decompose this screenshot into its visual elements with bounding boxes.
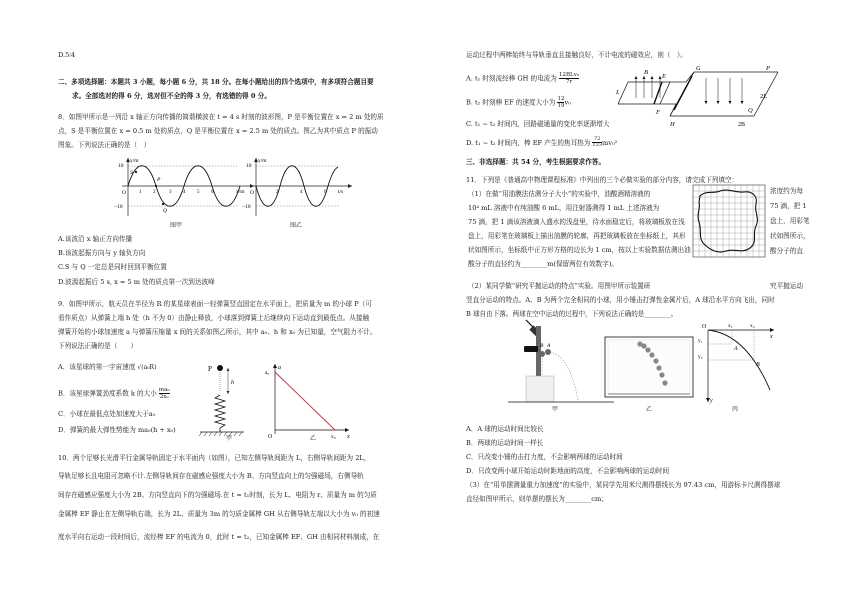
q11-2-option-d: D．只改变两小球开始运动时距地面的高度，不会影响两球的运动时间 bbox=[466, 467, 670, 475]
q11-1-line4: 盘上，用彩笔在玻璃板上描出油膜的轮廓，再把玻璃板放在坐标纸上，其形 bbox=[468, 232, 686, 240]
rails-figure bbox=[614, 64, 804, 134]
svg-text:a: a bbox=[278, 365, 281, 371]
svg-text:P: P bbox=[208, 365, 212, 373]
q11-side-3: 盘上，用彩笔 bbox=[770, 217, 810, 225]
q9-option-c: C．小球在最低点处加速度大于a₀ bbox=[58, 410, 156, 418]
q11-3-line1: （3）在“用单摆测量重力加速度”的实验中，某同学先用米尺测得摆线长为 97.43 cm，用游标卡尺测得摆球 bbox=[466, 481, 781, 489]
svg-text:6: 6 bbox=[324, 190, 327, 195]
q9-option-d: D．弹簧的最大弹性势能为 ma₀(h + x₀) bbox=[58, 426, 176, 434]
wave-figure-yi bbox=[236, 154, 356, 220]
svg-text:F: F bbox=[656, 109, 660, 116]
svg-text:10: 10 bbox=[246, 163, 252, 169]
svg-text:x₁: x₁ bbox=[728, 323, 733, 329]
oil-film-grid bbox=[692, 184, 766, 258]
svg-text:y/m: y/m bbox=[130, 158, 139, 164]
svg-text:G: G bbox=[696, 65, 701, 72]
q11-side-2: 75 滴，把 1 bbox=[770, 202, 807, 210]
q9-option-a: A．该星球的第一宇宙速度 √(a₀R) bbox=[58, 363, 157, 371]
svg-text:−10: −10 bbox=[114, 204, 123, 210]
q10-stem-2: 导轨足够长且电阻可忽略不计.左侧导轨间存在磁感应强度大小为 B、方向竖直向上的匀强磁场，右侧导轨 bbox=[58, 472, 364, 480]
svg-text:1: 1 bbox=[139, 190, 142, 195]
section-2-title-2: 求。全部选对的得 6 分，选对但不全的得 3 分，有选错的得 0 分。 bbox=[72, 92, 271, 100]
svg-text:2B: 2B bbox=[738, 122, 746, 128]
q9-stem-2: 看作质点）从弹簧上端 h 处（h 不为 0）由静止释放，小球落到弹簧上后继续向下运动直到最低点。从接触 bbox=[58, 314, 370, 322]
q8-stem-2: 点，S 是平衡位置在 x = 0.5 m 处的质点，Q 是平衡位置在 x = 2.5 m 处的质点。图乙为其中质点 P 的振动 bbox=[58, 127, 378, 135]
q10-stem-cont: 运动过程中两棒始终与导轨垂直且接触良好，不计电流的磁效应，则（ ）。 bbox=[466, 51, 687, 59]
svg-text:t/s: t/s bbox=[338, 189, 344, 195]
svg-text:L: L bbox=[616, 89, 620, 96]
fig2-bing-caption: 丙 bbox=[732, 406, 739, 413]
fig-yi-caption: 图乙 bbox=[290, 222, 303, 229]
q8-option-d: D.波源起振后 5 s, x = 5 m 处的质点第一次到达波峰 bbox=[58, 278, 215, 286]
svg-text:O: O bbox=[250, 190, 254, 196]
option-d-prev: D.5∶4 bbox=[58, 51, 76, 59]
q10-stem-3: 间存在磁感应强度大小为 2B、方向竖直向下的匀强磁场.在 t = t₁时刻，长为 L、电阻为 r、质量为 m 的匀质 bbox=[58, 491, 377, 499]
svg-text:O: O bbox=[122, 190, 126, 196]
q11-stem: 11．下列是《普通高中物理课程标准》中列出的三个必做实验的部分内容，请完成下列填空： bbox=[466, 176, 739, 184]
section-2-title: 二、多项选择题：本题共 3 小题，每小题 6 分，共 18 分。在每小题给出的四个选项中，有多项符合题目要 bbox=[58, 78, 374, 86]
q10-option-b: B. t₂ 时刻棒 EF 的速度大小为 $\frac{12}{19}$ v₀ bbox=[466, 96, 571, 110]
svg-text:2L: 2L bbox=[760, 93, 768, 100]
q8-stem-3: 图象。下列说法正确的是（ ） bbox=[58, 141, 151, 149]
strobe-photo bbox=[604, 336, 694, 400]
svg-text:S: S bbox=[130, 170, 133, 176]
svg-text:h: h bbox=[231, 380, 234, 386]
svg-text:10: 10 bbox=[118, 163, 124, 169]
q10-stem-4: 金属棒 EF 静止在左侧导轨右端，长为 2L、质量为 3m 的匀质金属棒 GH 从右侧导轨左端以大小为 v₀ 的初速 bbox=[58, 510, 380, 518]
svg-text:y₂: y₂ bbox=[698, 354, 703, 360]
svg-text:B: B bbox=[756, 362, 760, 368]
q8-option-a: A.该波沿 x 轴正方向传播 bbox=[58, 235, 133, 243]
spring-figure bbox=[198, 362, 268, 442]
q11-2-option-c: C．只改变小锤的击打力度，不会影响两球的运动时间 bbox=[466, 453, 623, 461]
svg-text:x: x bbox=[770, 334, 773, 340]
q11-3-line2: 直径如图甲所示，则单摆的摆长为________cm； bbox=[466, 495, 608, 503]
svg-text:x/m: x/m bbox=[236, 189, 245, 195]
q11-1-line3: 75 滴，把 1 滴该溶液滴入盛水的浅盘里，待水面稳定后，将玻璃板放在浅 bbox=[468, 218, 685, 226]
q10-option-d: D. t₁ ~ t₂ 时间内，棒 EF 产生的焦耳热为 $\frac{72}{133}$ mv₀² bbox=[466, 136, 618, 149]
svg-text:x: x bbox=[347, 434, 350, 440]
svg-text:6: 6 bbox=[211, 190, 214, 195]
q9-fig-jia-caption: 甲 bbox=[226, 435, 233, 442]
svg-text:−10: −10 bbox=[242, 204, 251, 210]
q9-option-b: B．该星球弹簧劲度系数 k 的大小 $\frac{\text{ma₀}}{\text{2x₀}}$ bbox=[58, 387, 170, 401]
fig2-jia-caption: 甲 bbox=[552, 406, 559, 413]
fig2-yi-caption: 乙 bbox=[646, 406, 653, 413]
svg-text:a₀: a₀ bbox=[265, 370, 270, 376]
svg-text:y₁: y₁ bbox=[698, 338, 703, 344]
q10-option-c: C. t₁ ~ t₂ 时间内，回路磁通量的变化率逐渐增大 bbox=[466, 120, 610, 128]
svg-text:4: 4 bbox=[300, 190, 303, 195]
svg-text:5: 5 bbox=[197, 190, 200, 195]
q10-stem-5: 度水平向右运动一段时间后，流经棒 EF 的电流为 0，此时 t = t₂，已知金属棒 EF、GH 由相同材料制成，在 bbox=[58, 533, 380, 541]
svg-text:Q: Q bbox=[163, 208, 167, 214]
acceleration-graph bbox=[263, 362, 353, 442]
svg-text:A: A bbox=[547, 343, 551, 349]
svg-text:2: 2 bbox=[153, 190, 156, 195]
svg-text:P: P bbox=[157, 177, 161, 183]
q11-1-line6: 酸分子的直径约为________m(保留两位有效数字)。 bbox=[468, 260, 618, 268]
q11-2-line2: 竖直分运动的特点。A、B 为两个完全相同的小球，用小锤击打弹性金属片后，A 球沿水平方向飞出，同时 bbox=[466, 296, 775, 304]
q8-stem-1: 8．如图甲所示是一列沿 x 轴正方向传播的简谐横波在 t = 4 s 时刻的波形图，P 是平衡位置在 x = 2 m 处的质 bbox=[58, 113, 384, 121]
svg-text:O: O bbox=[702, 324, 707, 330]
fig-jia-caption: 图甲 bbox=[170, 222, 183, 229]
svg-text:A: A bbox=[734, 346, 738, 352]
svg-text:y/m: y/m bbox=[258, 158, 267, 164]
svg-text:P: P bbox=[766, 65, 770, 72]
q11-side-1: 浓度约为每 bbox=[770, 187, 803, 195]
q11-1-line1: （1）在做“用油膜法估测分子大小”的实验中，油酸酒精溶液的 bbox=[468, 190, 651, 198]
trajectory-graph bbox=[698, 320, 778, 404]
svg-text:3: 3 bbox=[169, 190, 172, 195]
svg-text:B: B bbox=[540, 343, 544, 349]
q8-option-c: C.S 与 Q 一定总是同时回到平衡位置 bbox=[58, 263, 167, 271]
svg-text:B: B bbox=[644, 69, 648, 76]
q9-stem-4: 下列说法正确的是（ ） bbox=[58, 342, 138, 350]
svg-text:y: y bbox=[710, 398, 713, 404]
svg-text:O: O bbox=[268, 434, 273, 440]
q11-2-option-a: A．A 球的运动时间比较长 bbox=[466, 425, 544, 433]
svg-text:2: 2 bbox=[276, 190, 279, 195]
q11-2-option-b: B．两球的运动时间一样长 bbox=[466, 439, 544, 447]
svg-text:x₀: x₀ bbox=[331, 434, 336, 440]
svg-text:4: 4 bbox=[183, 190, 186, 195]
q11-1-line5: 状如图所示，坐标纸中正方形方格的边长为 1 cm，按以上实验数据估测出油 bbox=[468, 246, 691, 254]
q8-option-b: B.该波起振方向与 y 轴负方向 bbox=[58, 249, 146, 257]
q11-side-5: 酸分子的直 bbox=[770, 247, 803, 255]
svg-text:H: H bbox=[670, 121, 675, 128]
section-3-title: 三、非选择题：共 54 分，考生根据要求作答。 bbox=[466, 158, 606, 166]
projectile-apparatus bbox=[506, 316, 616, 412]
q11-2-line1: （2）某同学做“研究平抛运动的特点”实验。用图甲所示装置研 bbox=[468, 282, 651, 290]
q10-stem-1: 10．两个足够长光滑平行金属导轨固定于水平面内（如图），已知左侧导轨间距为 L，右侧导轨间距为 2L， bbox=[58, 454, 371, 462]
q11-1-line2: 10⁴ mL 溶液中有纯油酸 6 mL，用注射器测得 1 mL 上述溶液为 bbox=[468, 204, 660, 212]
q11-2-side: 究平抛运动 bbox=[770, 282, 803, 290]
q10-option-a: A. t₁ 时刻流经棒 GH 的电流为 12BLv₀ 7r bbox=[466, 72, 580, 86]
svg-text:x₂: x₂ bbox=[750, 323, 755, 329]
svg-text:Q: Q bbox=[748, 107, 753, 114]
q9-stem-3: 弹簧开始的小球加速度 a 与弹簧压缩量 x 间的关系如图乙所示，其中 a₀、h 和 x₀ 为已知量，空气阻力不计。 bbox=[58, 328, 377, 336]
q9-fig-yi-caption: 乙 bbox=[310, 435, 317, 442]
q11-side-4: 状如图所示， bbox=[770, 232, 810, 240]
q9-stem-1: 9．如图甲所示，航天员在半径为 R 的某星球表面一轻弹簧竖直固定在水平面上，把质量为 m 的小球 P（可 bbox=[58, 300, 372, 308]
svg-text:E: E bbox=[662, 73, 666, 80]
q11-2-line3: B 球自由下落。两球在空中运动的过程中，下列说法正确的是________。 bbox=[466, 310, 678, 318]
